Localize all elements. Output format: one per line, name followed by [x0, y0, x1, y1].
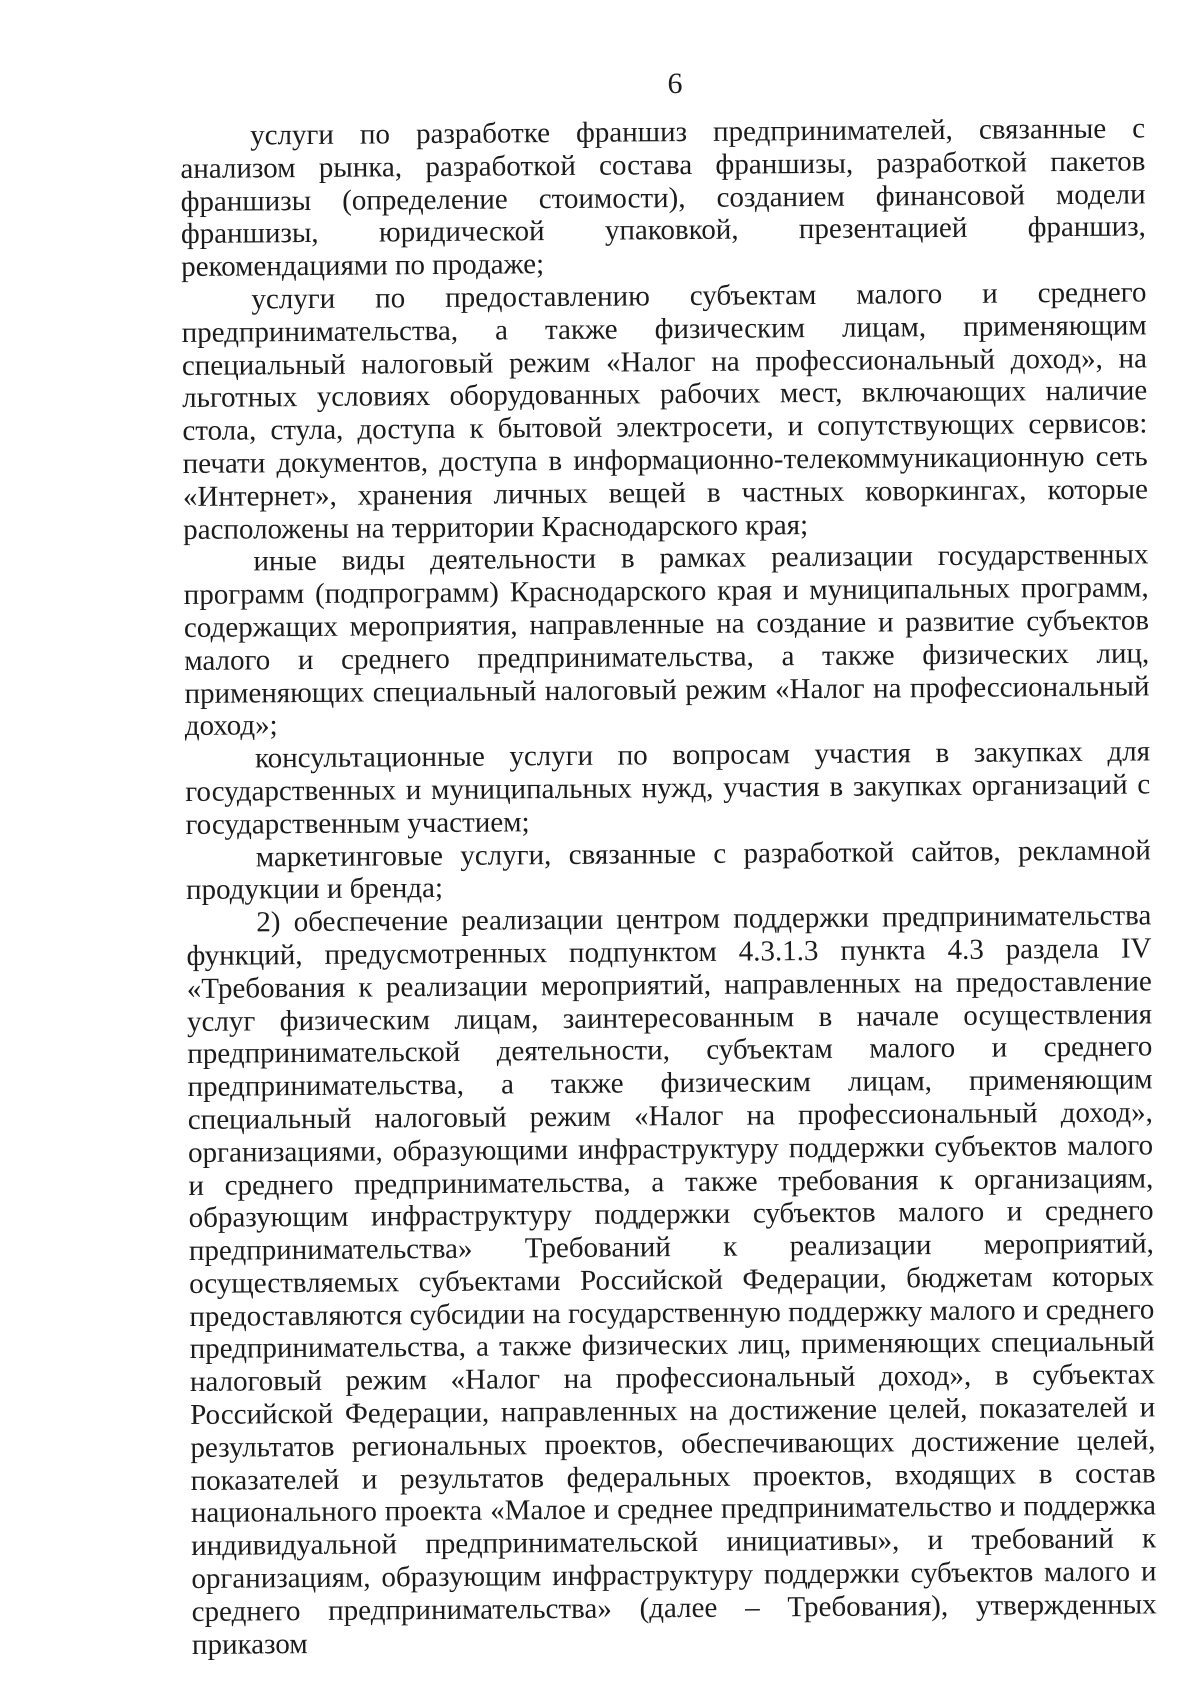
paragraph-procurement-consulting: консультационные услуги по вопросам участия в закупках для государственных и муниципальных нужд, участия в закупках организаций с государственным участием;	[185, 735, 1151, 841]
paragraph-other-activities: иные виды деятельности в рамках реализации государственных программ (подпрограмм) Краснодарского края и муниципальных программ, содержащих мероприятия, направленные на создание и развитие субъектов малого и среднего предпринимательства, а также физических лиц, применяющих специальный налоговый режим «Налог на профессиональный доход»;	[183, 538, 1150, 743]
page-number: 6	[667, 67, 683, 100]
paragraph-coworking-services: услуги по предоставлению субъектам малого и среднего предпринимательства, а также физическим лицам, применяющим специальный налоговый режим «Налог на профессиональный доход», на льготных условиях оборудованных рабочих мест, включающих наличие стола, стула, доступа к бытовой электросети, и сопутствующих сервисов: печати документов, доступа в информационно-телекоммуникационную сеть «Интернет», хранения личных вещей в частных коворкингах, которые расположены на территории Краснодарского края;	[181, 276, 1149, 546]
paragraph-marketing-services: маркетинговые услуги, связанные с разработкой сайтов, рекламной продукции и бренда;	[185, 833, 1151, 907]
paragraph-support-center-functions: 2) обеспечение реализации центром поддержки предпринимательства функций, предусмотренных подпунктом 4.3.1.3 пункта 4.3 раздела IV «Требования к реализации мероприятий, направленных на предоставление услуг физическим лицам, заинтересованным в начале осуществления предпринимательской деятельности, субъектам малого и среднего предпринимательства, а также физическим лицам, применяющим специальный налоговый режим «Налог на профессиональный доход», организациями, образующими инфраструктуру поддержки субъектов малого и среднего предпринимательства, а также требования к организациям, образующим инфраструктуру поддержки субъектов малого и среднего предпринимательства» Требований к реализации мероприятий, осуществляемых субъектами Российской Федерации, бюджетам которых предоставляются субсидии на государственную поддержку малого и среднего предпринимательства, а также физических лиц, применяющих специальный налоговый режим «Налог на профессиональный доход», в субъектах Российской Федерации, направленных на достижение целей, показателей и результатов региональных проектов, обеспечивающих достижение целей, показателей и результатов федеральных проектов, входящих в состав национального проекта «Малое и среднее предпринимательство и поддержка индивидуальной предпринимательской инициативы», и требований к организациям, образующим инфраструктуру поддержки субъектов малого и среднего предпринимательства» (далее – Требования), утвержденных приказом	[186, 899, 1157, 1661]
paragraph-franchise-services: услуги по разработке франшиз предпринимателей, связанные с анализом рынка, разработкой состава франшизы, разработкой пакетов франшизы (определение стоимости), созданием финансовой модели франшизы, юридической упаковкой, презентацией франшиз, рекомендациями по продаже;	[180, 112, 1146, 284]
document-body	[180, 112, 1157, 1661]
